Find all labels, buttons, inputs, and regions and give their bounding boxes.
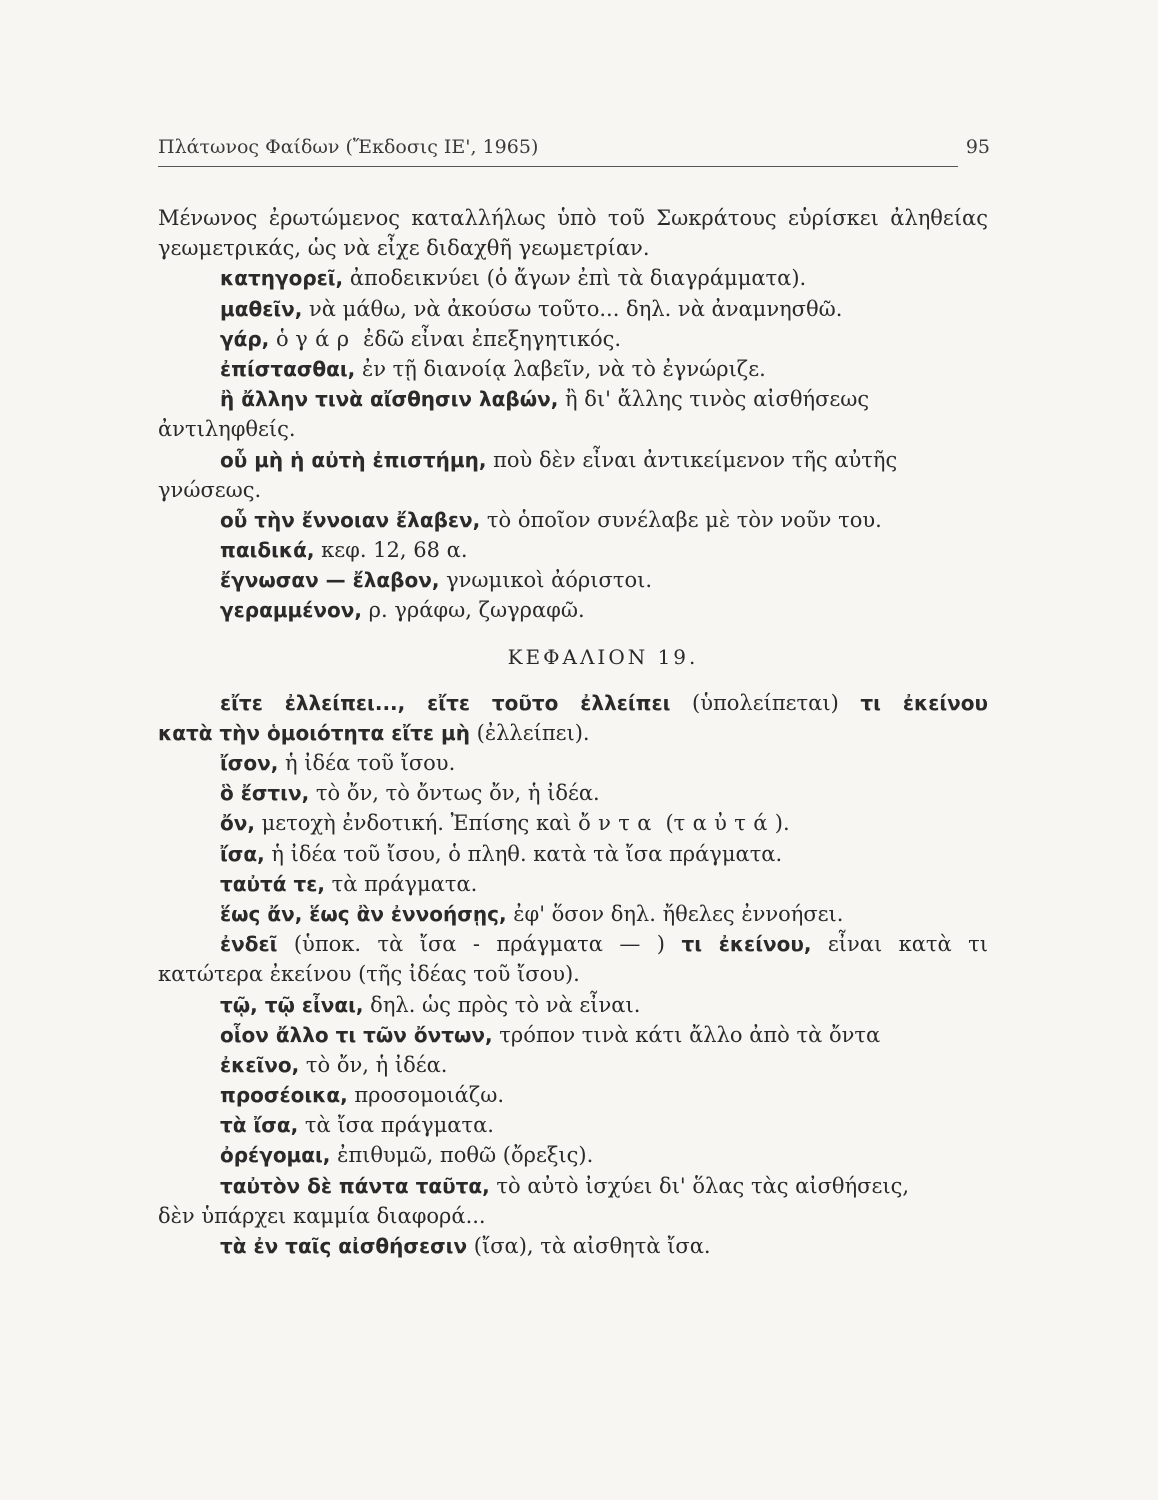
gloss-entry: κατηγορεῖ, ἀποδεικνύει (ὁ ἄγων ἐπὶ τὰ διαγράμματα). — [220, 266, 807, 291]
spaced-word: γάρ — [295, 326, 357, 351]
spaced-word: ταὐτά — [673, 811, 775, 836]
lemma: ἢ ἄλλην τινὰ αἴσθησιν λαβών, — [220, 387, 559, 412]
text-line: γνώσεως. — [158, 477, 262, 502]
lemma: τὰ ἐν ταῖς αἰσθήσεσιν — [220, 1234, 468, 1258]
gloss-entry: ὀρέγομαι, ἐπιθυμῶ, ποθῶ (ὄρεξις). — [220, 1143, 594, 1168]
lemma: παιδικά, — [220, 538, 315, 563]
lemma: οὗ τὴν ἔννοιαν ἔλαβεν, — [220, 507, 481, 532]
gloss-entry: ἐπίστασθαι, ἐν τῇ διανοίᾳ λαβεῖν, νὰ τὸ ἐγνώριζε. — [220, 356, 766, 381]
spaced-word: ὄντα — [578, 811, 659, 836]
lemma: ὀρέγομαι, — [220, 1143, 331, 1168]
lemma: τῷ, τῷ εἶναι, — [220, 992, 364, 1017]
gloss-entry: ὄν, μετοχὴ ἐνδοτική. Ἐπίσης καὶ ὄντα (ταὐτά). — [220, 811, 790, 836]
gloss-entry: οὗ μὴ ἡ αὐτὴ ἐπιστήμη, ποὺ δὲν εἶναι ἀντικείμενον τῆς αὐτῆς — [220, 447, 898, 472]
gloss-entry: τῷ, τῷ εἶναι, δηλ. ὡς πρὸς τὸ νὰ εἶναι. — [220, 992, 641, 1017]
lemma: ὄν, — [220, 811, 255, 836]
gloss-entry: ταὐτὸν δὲ πάντα ταῦτα, τὸ αὐτὸ ἰσχύει δι' ὅλας τὰς αἰσθήσεις, — [220, 1173, 910, 1198]
gloss-entry: ταὐτά τε, τὰ πράγματα. — [220, 871, 478, 896]
gloss-entry: ἴσα, ἡ ἰδέα τοῦ ἴσου, ὁ πληθ. κατὰ τὰ ἴσα πράγματα. — [220, 841, 783, 866]
lemma: ἕως ἄν, ἕως ἂν ἐννοήσῃς, — [220, 901, 507, 926]
gloss-entry: ἐκεῖνο, τὸ ὄν, ἡ ἰδέα. — [220, 1052, 448, 1077]
gloss-entry: γάρ, ὁ γάρ ἐδῶ εἶναι ἐπεξηγητικός. — [220, 326, 622, 351]
gloss-entry: ἐνδεῖ (ὑποκ. τὰ ἴσα - πράγματα — ) τι ἐκείνου, εἶναι κατὰ τι — [220, 932, 988, 957]
gloss-entry: τὰ ἐν ταῖς αἰσθήσεσιν (ἴσα), τὰ αἰσθητὰ ἴσα. — [220, 1234, 711, 1258]
text-line: γεωμετρικάς, ὡς νὰ εἶχε διδαχθῆ γεωμετρίαν. — [158, 236, 650, 261]
lemma: ἔγνωσαν — ἔλαβον, — [220, 568, 440, 593]
gloss-entry: οἷον ἄλλο τι τῶν ὄντων, τρόπον τινὰ κάτι ἄλλο ἀπὸ τὰ ὄντα — [220, 1022, 881, 1047]
gloss-entry: ἢ ἄλλην τινὰ αἴσθησιν λαβών, ἢ δι' ἄλλης τινὸς αἰσθήσεως — [220, 387, 870, 412]
lemma: τι ἐκείνου, — [681, 932, 812, 957]
commentary-text — [158, 203, 988, 1261]
lemma: εἴτε ἐλλείπει..., εἴτε τοῦτο ἐλλείπει — [220, 690, 671, 715]
lemma: ὃ ἔστιν, — [220, 781, 310, 806]
text-line: κατώτερα ἐκείνου (τῆς ἰδέας τοῦ ἴσου). — [158, 962, 580, 987]
text-line: Μένωνος ἐρωτώμενος καταλλήλως ὑπὸ τοῦ Σωκράτους εὑρίσκει ἀληθείας — [158, 206, 988, 230]
gloss-entry: ἴσον, ἡ ἰδέα τοῦ ἴσου. — [220, 751, 456, 775]
chapter-heading: ΚΕΦΑΛΙΟΝ 19. — [507, 644, 699, 669]
lemma: κατὰ τὴν ὁμοιότητα εἴτε μὴ — [158, 720, 470, 745]
lemma: τὰ ἴσα, — [220, 1113, 299, 1138]
gloss-entry: γεραμμένον, ρ. γράφω, ζωγραφῶ. — [220, 598, 585, 623]
gloss-entry: ἔγνωσαν — ἔλαβον, γνωμικοὶ ἀόριστοι. — [220, 568, 653, 593]
header-title: Πλάτωνος Φαίδων (Ἔκδοσις ΙΕ', 1965) — [158, 136, 539, 158]
lemma: ἴσα, — [220, 841, 265, 866]
text-line: δὲν ὑπάρχει καμμία διαφορά... — [158, 1203, 486, 1228]
lemma: ἴσον, — [220, 751, 279, 775]
gloss-entry: εἴτε ἐλλείπει..., εἴτε τοῦτο ἐλλείπει (ὑπολείπεται) τι ἐκείνου — [220, 690, 989, 715]
lemma: κατηγορεῖ, — [220, 266, 344, 291]
gloss-entry: ἕως ἄν, ἕως ἂν ἐννοήσῃς, ἐφ' ὅσον δηλ. ἤθελες ἐννοήσει. — [220, 901, 844, 926]
lemma: ταὐτὸν δὲ πάντα ταῦτα, — [220, 1173, 490, 1198]
lemma: προσέοικα, — [220, 1083, 348, 1108]
gloss-entry: τὰ ἴσα, τὰ ἴσα πράγματα. — [220, 1113, 494, 1138]
gloss-entry: κατὰ τὴν ὁμοιότητα εἴτε μὴ (ἐλλείπει). — [158, 720, 590, 745]
gloss-entry: μαθεῖν, νὰ μάθω, νὰ ἀκούσω τοῦτο... δηλ. νὰ ἀναμνησθῶ. — [220, 296, 843, 321]
lemma: ἐνδεῖ — [220, 932, 278, 957]
text-line: ἀντιληφθείς. — [158, 417, 296, 442]
page-number: 95 — [965, 136, 990, 158]
lemma: μαθεῖν, — [220, 296, 303, 321]
lemma: γεραμμένον, — [220, 598, 362, 623]
lemma: οἷον ἄλλο τι τῶν ὄντων, — [220, 1022, 493, 1047]
header-rule — [158, 166, 958, 167]
lemma: ἐκεῖνο, — [220, 1052, 300, 1077]
lemma: ἐπίστασθαι, — [220, 356, 356, 381]
lemma: οὗ μὴ ἡ αὐτὴ ἐπιστήμη, — [220, 447, 487, 472]
gloss-entry: ὃ ἔστιν, τὸ ὄν, τὸ ὄντως ὄν, ἡ ἰδέα. — [220, 781, 600, 806]
lemma: γάρ, — [220, 326, 270, 351]
gloss-entry: παιδικά, κεφ. 12, 68 α. — [220, 538, 468, 563]
gloss-entry: προσέοικα, προσομοιάζω. — [220, 1083, 505, 1108]
lemma: ταὐτά τε, — [220, 871, 325, 896]
lemma: τι ἐκείνου — [860, 690, 989, 715]
running-header — [158, 136, 990, 160]
gloss-entry: οὗ τὴν ἔννοιαν ἔλαβεν, τὸ ὁποῖον συνέλαβε μὲ τὸν νοῦν του. — [220, 507, 882, 532]
